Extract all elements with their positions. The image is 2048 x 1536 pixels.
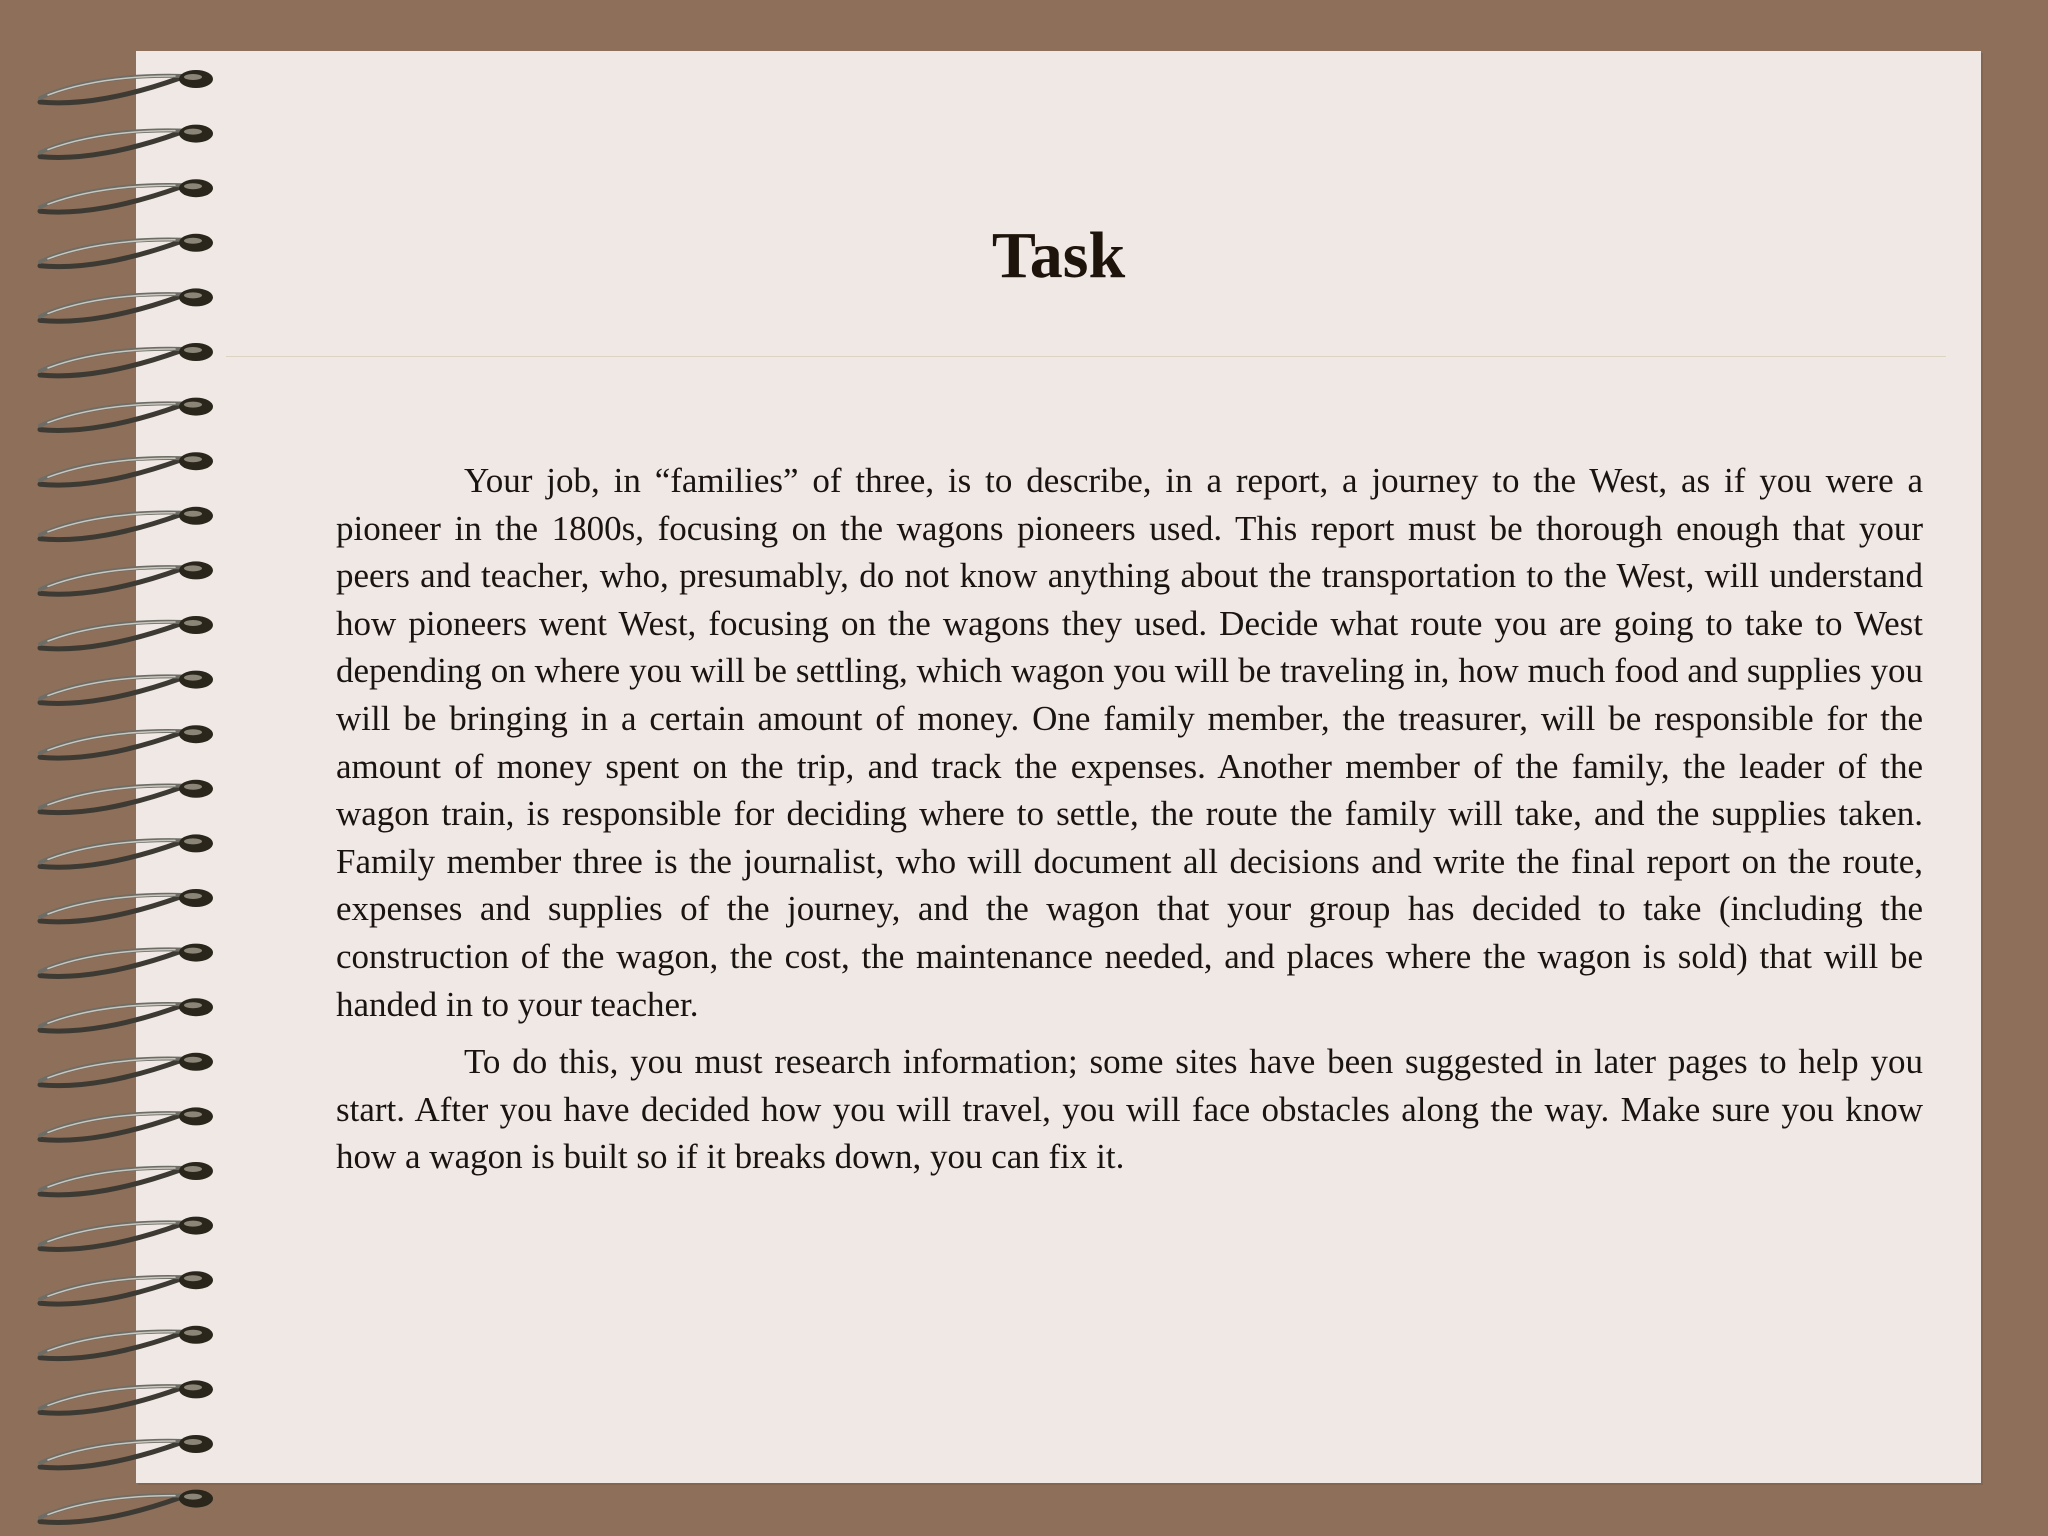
spiral-ring [40,1271,213,1304]
spiral-ring [40,70,213,103]
spiral-ring [40,1217,213,1250]
spiral-binding [0,0,240,1536]
spiral-ring [40,1053,213,1086]
spiral-ring [40,1435,213,1468]
spiral-ring [40,1490,213,1523]
spiral-ring [40,889,213,922]
spiral-ring [40,507,213,540]
spiral-ring [40,234,213,267]
spiral-ring [40,1162,213,1195]
spiral-ring [40,1380,213,1413]
spiral-ring [40,452,213,485]
spiral-ring [40,944,213,977]
spiral-ring [40,561,213,594]
spiral-ring [40,725,213,758]
task-body [336,457,1923,1191]
spiral-ring [40,998,213,1031]
spiral-ring [40,1326,213,1359]
task-paragraph-1: Your job, in “families” of three, is to describe, in a report, a journey to the West, as if you were a pioneer in the 1800s, focusing on the wagons pioneers used. This report must be thorough enough that your peers and teacher, who, presumably, do not know anything about the transportation to the West, will understand how pioneers went West, focusing on the wagons they used. Decide what route you are going to take to West depending on where you will be settling, which wagon you will be traveling in, how much food and supplies you will be bringing in a certain amount of money. One family member, the treasurer, will be responsible for the amount of money spent on the trip, and track the expenses. Another member of the family, the leader of the wagon train, is responsible for deciding where to settle, the route the family will take, and the supplies taken. Family member three is the journalist, who will document all decisions and write the final report on the route, expenses and supplies of the journey, and the wagon that your group has decided to take (including the construction of the wagon, the cost, the maintenance needed, and places where the wagon is sold) that will be handed in to your teacher. [336,461,1923,1024]
spiral-ring [40,780,213,813]
spiral-ring [40,179,213,212]
title-divider [226,356,1946,357]
spiral-ring [40,125,213,158]
notebook-page [136,51,1981,1483]
spiral-ring [40,343,213,376]
spiral-ring [40,1107,213,1140]
spiral-ring [40,671,213,704]
spiral-ring [40,616,213,649]
spiral-ring [40,398,213,431]
task-paragraph-2: To do this, you must research information; some sites have been suggested in later pages to help you start. After you have decided how you will travel, you will face obstacles along the way. Make sure you know how a wagon is built so if it breaks down, you can fix it. [336,1042,1923,1177]
spiral-ring [40,834,213,867]
slide-title: Task [991,219,1126,292]
spiral-ring [40,288,213,321]
